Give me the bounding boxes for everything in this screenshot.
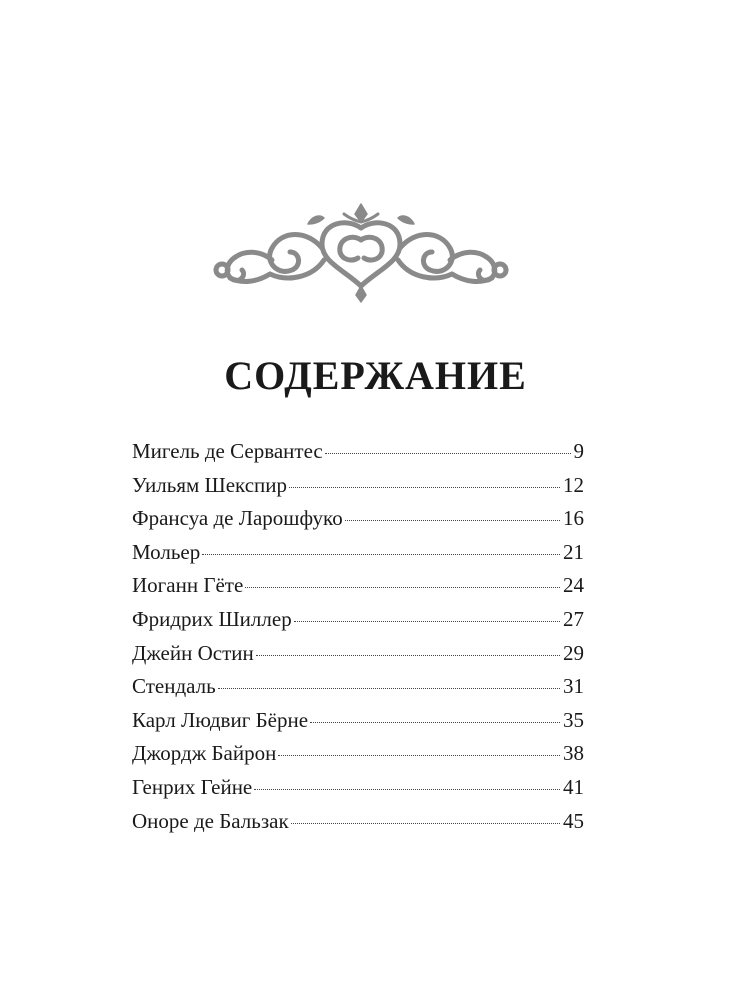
- dot-leader: [202, 554, 560, 555]
- dot-leader: [256, 655, 560, 656]
- floral-flourish-icon: [212, 200, 510, 304]
- toc-entry-name: Франсуа де Ларошфуко: [132, 506, 343, 531]
- toc-entry-name: Мигель де Сервантес: [132, 439, 323, 463]
- table-of-contents: [132, 436, 584, 839]
- dot-leader: [294, 621, 560, 622]
- toc-entry[interactable]: [132, 604, 584, 638]
- toc-entry-page: 45: [563, 808, 584, 833]
- dot-leader: [325, 453, 571, 454]
- toc-entry-page: 21: [563, 539, 584, 564]
- toc-entry[interactable]: [132, 537, 584, 571]
- toc-entry-name: Иоганн Гёте: [132, 573, 244, 598]
- dot-leader: [289, 487, 560, 488]
- toc-entry-name: Стендаль: [132, 674, 216, 699]
- page-title: СОДЕРЖАНИЕ: [224, 353, 527, 398]
- toc-entry[interactable]: [132, 470, 584, 504]
- toc-entry[interactable]: [132, 738, 584, 772]
- toc-entry[interactable]: [132, 638, 584, 672]
- toc-entry-name: Оноре де Бальзак: [132, 808, 289, 833]
- toc-entry-page: 24: [563, 573, 584, 598]
- toc-entry-page: 31: [563, 674, 584, 699]
- toc-entry[interactable]: [132, 772, 584, 806]
- dot-leader: [291, 823, 560, 824]
- dot-leader: [345, 520, 560, 521]
- dot-leader: [254, 789, 560, 790]
- toc-entry[interactable]: [132, 705, 584, 739]
- toc-entry-page: 9: [573, 439, 584, 463]
- toc-entry-page: 29: [563, 640, 584, 665]
- toc-entry-name: Джордж Байрон: [132, 741, 277, 766]
- toc-entry-name: Генрих Гейне: [132, 774, 253, 799]
- dot-leader: [278, 755, 560, 756]
- toc-entry-page: 41: [563, 774, 584, 799]
- toc-entry-page: 16: [563, 506, 584, 531]
- toc-entry[interactable]: [132, 503, 584, 537]
- toc-entry-name: Джейн Остин: [132, 640, 254, 665]
- toc-entry-name: Мольер: [132, 539, 201, 564]
- toc-entry-name: Карл Людвиг Бёрне: [132, 707, 309, 732]
- toc-entry[interactable]: [132, 806, 584, 840]
- toc-entry-name: Фридрих Шиллер: [132, 606, 292, 631]
- dot-leader: [218, 688, 560, 689]
- toc-entry[interactable]: [132, 570, 584, 604]
- toc-entry-page: 12: [563, 472, 584, 497]
- toc-entry-page: 27: [563, 606, 584, 631]
- toc-entry[interactable]: [132, 671, 584, 705]
- toc-entry[interactable]: [132, 436, 584, 470]
- toc-entry-name: Уильям Шекспир: [132, 472, 287, 497]
- dot-leader: [310, 722, 560, 723]
- dot-leader: [245, 587, 560, 588]
- toc-entry-page: 35: [563, 707, 584, 732]
- toc-entry-page: 38: [563, 741, 584, 766]
